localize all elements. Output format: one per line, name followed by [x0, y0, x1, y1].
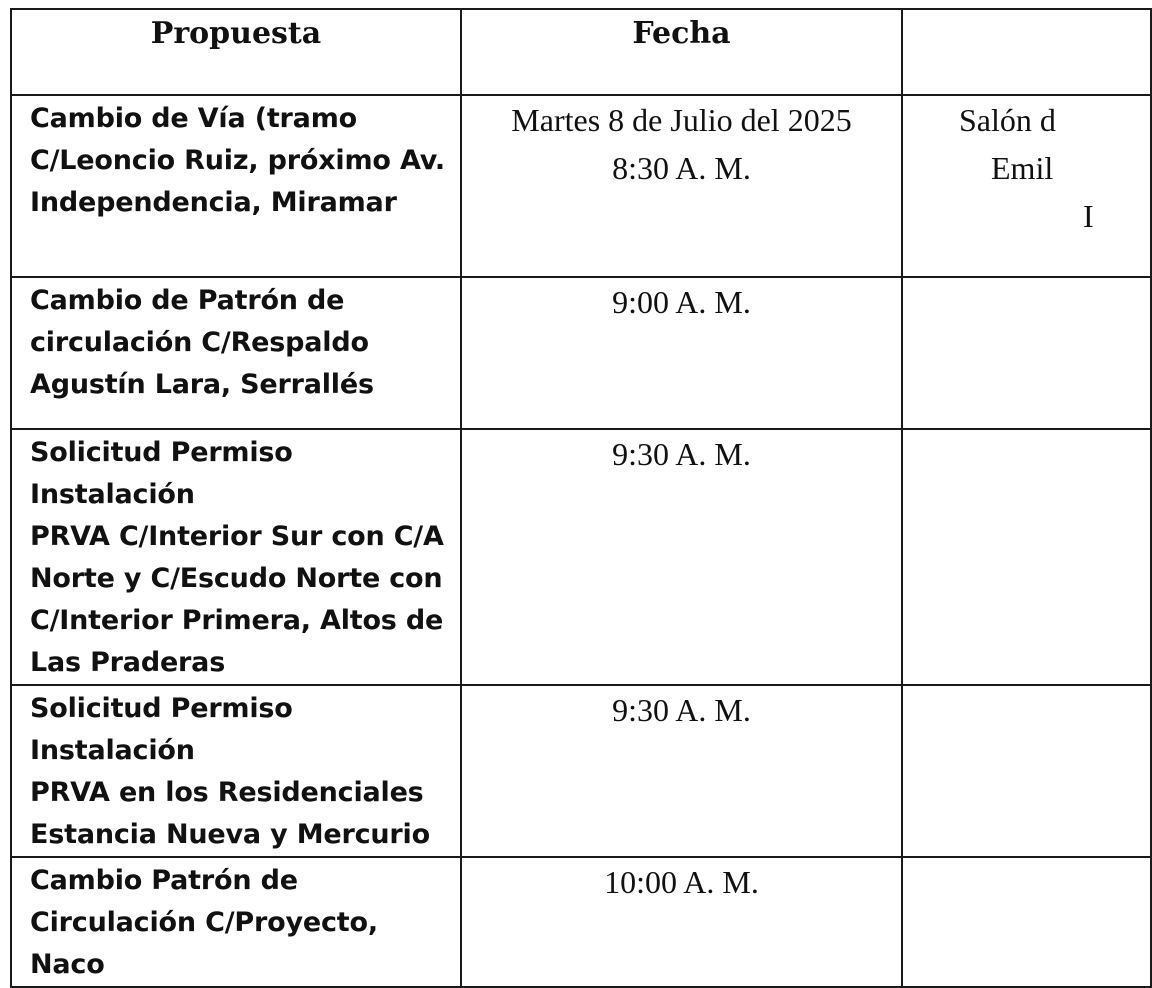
- propuesta-text: Cambio de Vía (tramo C/Leoncio Ruiz, próximo Av. Independencia, Miramar: [30, 103, 445, 218]
- table-header-row: [11, 9, 1151, 95]
- table-row: [11, 95, 1151, 277]
- cell-lugar: [902, 277, 1151, 429]
- fecha-time: 9:00 A. M.: [612, 284, 751, 320]
- cell-fecha: [461, 429, 902, 685]
- cell-propuesta: [11, 429, 461, 685]
- schedule-table: [10, 8, 1152, 988]
- lugar-line: Salón d: [959, 102, 1056, 138]
- cell-propuesta: [11, 277, 461, 429]
- fecha-date: Martes 8 de Julio del 2025: [511, 102, 852, 138]
- cell-propuesta: [11, 857, 461, 987]
- table-row: [11, 429, 1151, 685]
- lugar-line: Emil: [991, 150, 1054, 186]
- propuesta-text: Solicitud Permiso Instalación PRVA en los Residenciales Estancia Nueva y Mercurio: [30, 693, 430, 850]
- cell-lugar: [902, 685, 1151, 857]
- cell-fecha: [461, 95, 902, 277]
- header-propuesta: Propuesta: [11, 9, 461, 95]
- cell-fecha: [461, 857, 902, 987]
- header-lugar: [902, 9, 1151, 95]
- lugar-line: I: [1083, 198, 1094, 234]
- fecha-time: 8:30 A. M.: [612, 150, 751, 186]
- table-row: [11, 685, 1151, 857]
- cell-lugar: [902, 429, 1151, 685]
- table-row: [11, 277, 1151, 429]
- propuesta-text: Cambio Patrón de Circulación C/Proyecto, Naco: [30, 865, 378, 980]
- cell-fecha: [461, 685, 902, 857]
- cell-lugar: [902, 95, 1151, 277]
- fecha-time: 9:30 A. M.: [612, 436, 751, 472]
- header-fecha: Fecha: [461, 9, 902, 95]
- fecha-time: 9:30 A. M.: [612, 692, 751, 728]
- table-row: [11, 857, 1151, 987]
- fecha-time: 10:00 A. M.: [604, 864, 759, 900]
- propuesta-text: Solicitud Permiso Instalación PRVA C/Interior Sur con C/A Norte y C/Escudo Norte con C/Interior Primera, Altos de Las Praderas: [30, 437, 444, 678]
- cell-fecha: [461, 277, 902, 429]
- propuesta-text: Cambio de Patrón de circulación C/Respaldo Agustín Lara, Serrallés: [30, 285, 374, 400]
- cell-lugar: [902, 857, 1151, 987]
- cell-propuesta: [11, 685, 461, 857]
- cell-propuesta: [11, 95, 461, 277]
